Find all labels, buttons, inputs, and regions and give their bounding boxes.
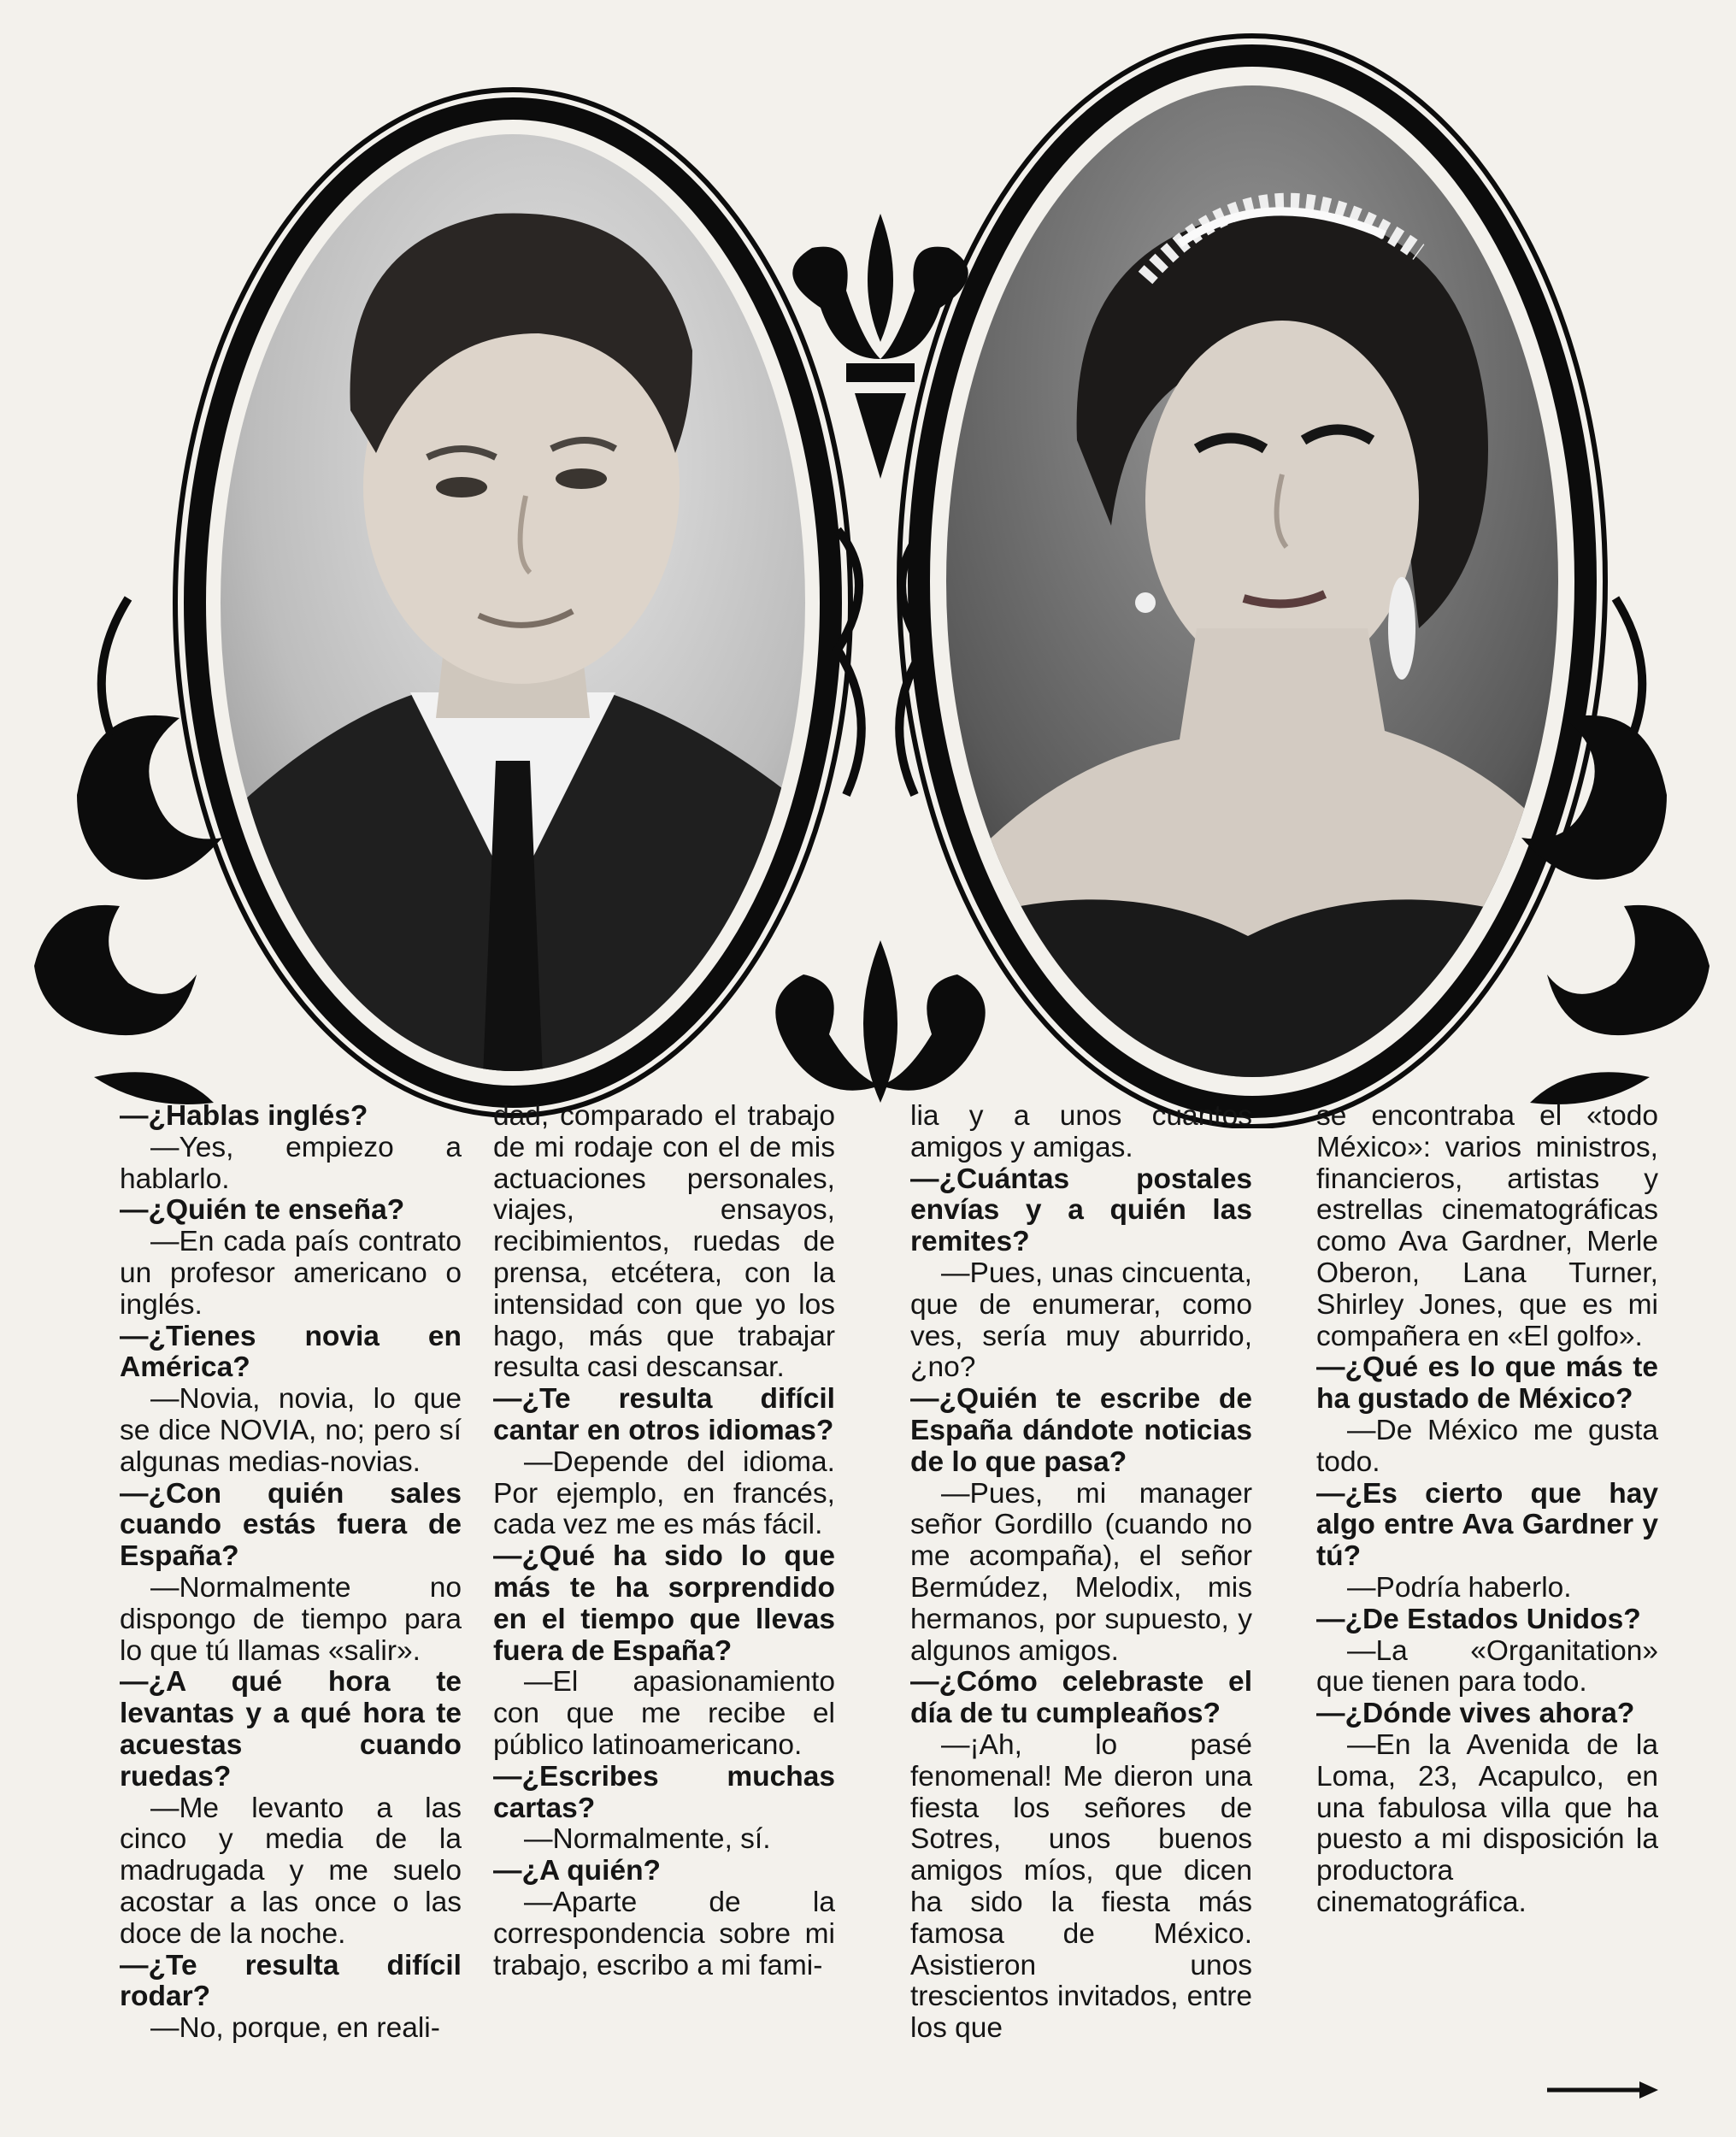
interview-question: —¿Tienes novia en América?	[120, 1320, 462, 1384]
interview-answer: —Pues, mi manager señor Gordillo (cuando no me acompaña), el señor Bermúdez, Melodix, mis hermanos, por supuesto, y algunos amigos.	[910, 1477, 1252, 1667]
interview-text	[120, 1101, 1675, 2093]
interview-answer: —¡Ah, lo pasé fenomenal! Me dieron una fiesta los señores de Sotres, unos buenos amigos míos, que dicen ha sido la fiesta más famosa de México. Asistieron unos trescientos invitados, entre los que	[910, 1728, 1252, 2045]
interview-answer: —No, porque, en reali-	[150, 2012, 440, 2045]
interview-question: —¿Te resulta difícil rodar?	[120, 1949, 462, 2013]
interview-answer: —La «Organitation» que tienen para todo.	[1316, 1634, 1658, 1698]
interview-question: —¿Qué es lo que más te ha gustado de México?	[1316, 1351, 1658, 1416]
interview-answer: se encontraba el «todo México»: varios ministros, financieros, artistas y estrellas cinematográficas como Ava Gardner, Merle Oberon, Lana Turner, Shirley Jones, que es mi compañera en «El golfo».	[1316, 1100, 1658, 1352]
interview-answer: —Depende del idioma. Por ejemplo, en francés, cada vez me es más fácil.	[493, 1445, 835, 1541]
interview-question: —¿A quién?	[493, 1855, 662, 1887]
interview-answer: —De México me gusta todo.	[1316, 1414, 1658, 1478]
interview-question: —¿Es cierto que hay algo entre Ava Gardner y tú?	[1316, 1477, 1658, 1573]
interview-question: —¿Te resulta difícil cantar en otros idiomas?	[493, 1383, 835, 1446]
interview-answer: —Me levanto a las cinco y media de la madrugada y me suelo acostar a las once o las doce de la noche.	[120, 1792, 462, 1950]
interview-answer: —Normalmente no dispongo de tiempo para lo que tú llamas «salir».	[120, 1571, 462, 1667]
interview-answer: —Yes, empiezo a hablarlo.	[120, 1131, 462, 1195]
interview-answer: —En cada país contrato un profesor americano o inglés.	[120, 1226, 462, 1321]
interview-question: —¿Escribes muchas cartas?	[493, 1760, 835, 1824]
text-column-2	[493, 1101, 835, 1981]
interview-answer: —Novia, novia, lo que se dice NOVIA, no; pero sí algunas medias-novias.	[120, 1383, 462, 1478]
interview-answer: —En la Avenida de la Loma, 23, Acapulco, en una fabulosa villa que ha puesto a mi disposición la productora cinematográfica.	[1316, 1728, 1658, 1918]
interview-question: —¿Quién te enseña?	[120, 1194, 405, 1227]
interview-question: —¿De Estados Unidos?	[1316, 1603, 1641, 1635]
text-column-4	[1316, 1101, 1658, 1919]
interview-question: —¿Dónde vives ahora?	[1316, 1698, 1635, 1730]
interview-question: —¿A qué hora te levantas y a qué hora te acuestas cuando ruedas?	[120, 1666, 462, 1793]
interview-answer: dad, comparado el trabajo de mi rodaje con el de mis actuaciones personales, viajes, ensayos, recibimientos, ruedas de prensa, etcétera, con la intensidad con que yo los hago, más que trabajar resulta casi descansar.	[493, 1100, 835, 1384]
text-column-1	[120, 1101, 462, 2045]
interview-answer: —Podría haberlo.	[1347, 1571, 1572, 1604]
interview-answer: lia y a unos cuantos amigos y amigas.	[910, 1100, 1252, 1163]
interview-question: —¿Cuántas postales envías y a quién las remites?	[910, 1163, 1252, 1258]
interview-answer: —Aparte de la correspondencia sobre mi trabajo, escribo a mi fami-	[493, 1886, 835, 1981]
continue-arrow-icon	[1547, 2079, 1660, 2101]
interview-answer: —Normalmente, sí.	[524, 1823, 771, 1856]
interview-answer: —Pues, unas cincuenta, que de enumerar, como ves, sería muy aburrido, ¿no?	[910, 1257, 1252, 1384]
interview-question: —¿Quién te escribe de España dándote noticias de lo que pasa?	[910, 1383, 1252, 1478]
interview-question: —¿Hablas inglés?	[120, 1100, 368, 1132]
interview-question: —¿Con quién sales cuando estás fuera de España?	[120, 1477, 462, 1573]
interview-question: —¿Cómo celebraste el día de tu cumpleaños?	[910, 1666, 1252, 1730]
interview-question: —¿Qué ha sido lo que más te ha sorprendido en el tiempo que llevas fuera de España?	[493, 1540, 835, 1667]
interview-answer: —El apasionamiento con que me recibe el público latinoamericano.	[493, 1666, 835, 1761]
text-column-3	[910, 1101, 1252, 2045]
